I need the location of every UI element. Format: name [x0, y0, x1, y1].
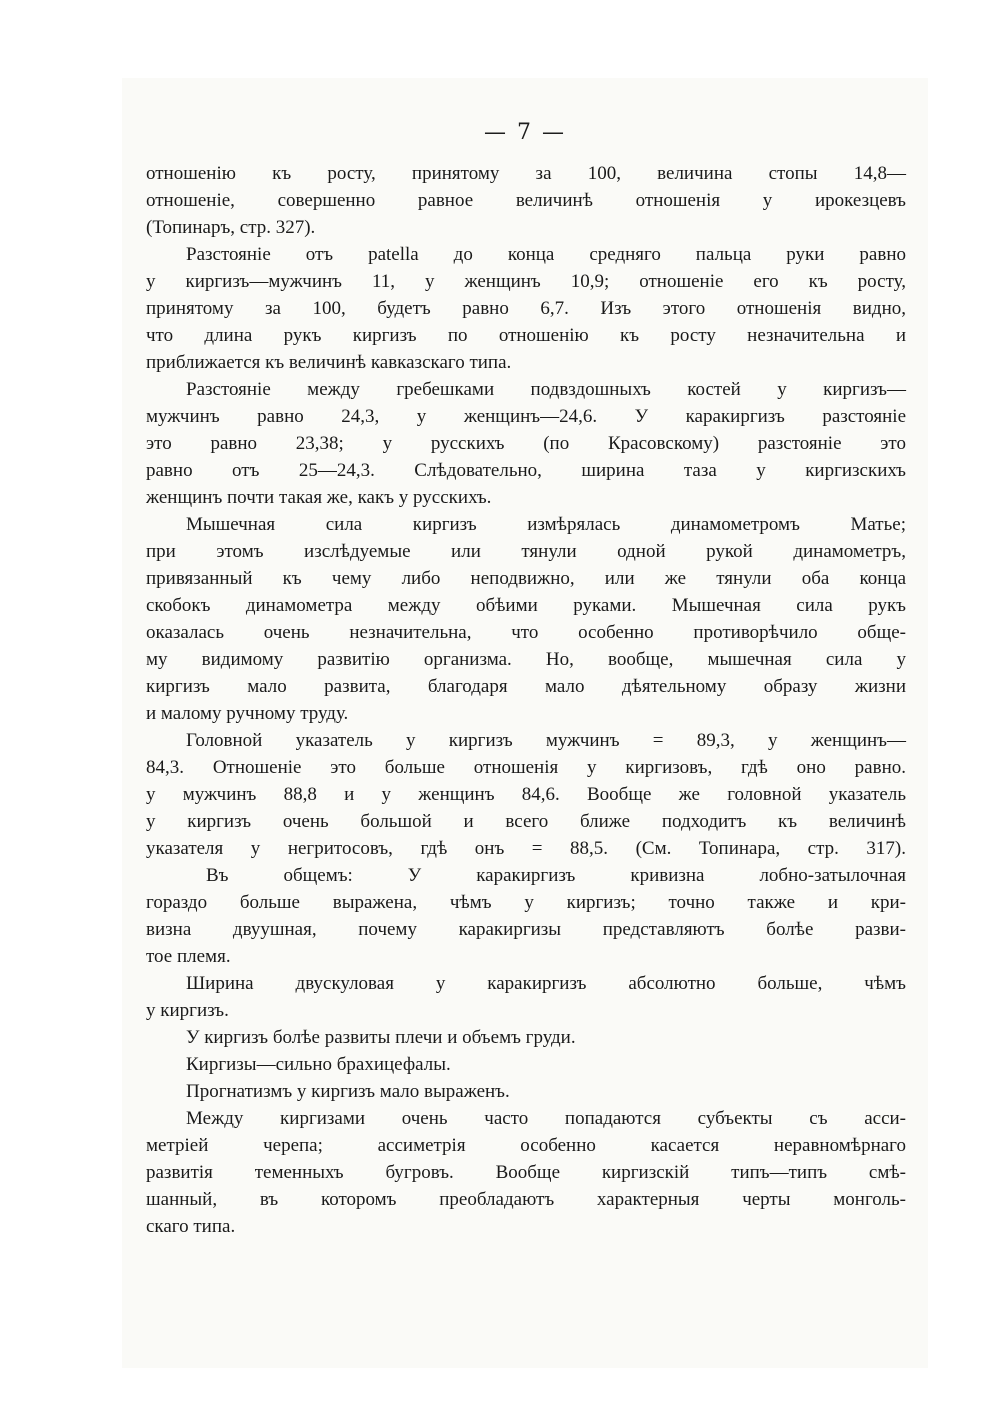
text-line: при этомъ изслѣдуемые или тянули одной рукой динамометръ, — [146, 541, 906, 562]
text-line: У киргизъ болѣе развиты плечи и объемъ груди. — [186, 1027, 576, 1048]
page-number: — 7 — — [484, 120, 566, 145]
text-line: гораздо больше выражена, чѣмъ у киргизъ; точно также и кри- — [146, 892, 906, 913]
text-line: визна двуушная, почему каракиргизы представляютъ болѣе разви- — [146, 919, 906, 940]
text-line: скаго типа. — [146, 1216, 236, 1237]
text-line: развитія теменныхъ бугровъ. Вообще киргизскій типъ—типъ смѣ- — [146, 1162, 906, 1183]
text-line: отношеніе, совершенно равное величинѣ отношенія у ирокезцевъ — [146, 190, 906, 211]
text-line: оказалась очень незначительна, что особенно противорѣчило обще- — [146, 622, 906, 643]
text-line: метріей черепа; ассиметрія особенно касается неравномѣрнаго — [146, 1135, 906, 1156]
text-line: принятому за 100, будетъ равно 6,7. Изъ этого отношенія видно, — [146, 298, 906, 319]
text-line: киргизъ мало развита, благодаря мало дѣятельному образу жизни — [146, 676, 906, 697]
text-line: Между киргизами очень часто попадаются субъекты съ асси- — [186, 1108, 906, 1129]
text-line: и малому ручному труду. — [146, 703, 349, 724]
text-line: шанный, въ которомъ преобладаютъ характерныя черты монголь- — [146, 1189, 906, 1210]
text-line: приближается къ величинѣ кавказскаго типа. — [146, 352, 512, 373]
text-line: скобокъ динамометра между обѣими руками. Мышечная сила рукъ — [146, 595, 906, 616]
text-line: это равно 23,38; у русскихъ (по Красовскому) разстояніе это — [146, 433, 906, 454]
text-line: у киргизъ. — [146, 1000, 229, 1021]
text-line: Въ общемъ: У каракиргизъ кривизна лобно-затылочная — [206, 865, 906, 886]
text-line: Головной указатель у киргизъ мужчинъ = 89,3, у женщинъ— — [186, 730, 906, 751]
text-line: (Топинаръ, стр. 327). — [146, 217, 316, 238]
text-line: женщинъ почти такая же, какъ у русскихъ. — [146, 487, 492, 508]
text-line: у мужчинъ 88,8 и у женщинъ 84,6. Вообще же головной указатель — [146, 784, 906, 805]
text-line: привязанный къ чему либо неподвижно, или же тянули оба конца — [146, 568, 906, 589]
text-line: мужчинъ равно 24,3, у женщинъ—24,6. У каракиргизъ разстояніе — [146, 406, 906, 427]
text-line: му видимому развитію организма. Но, вообще, мышечная сила у — [146, 649, 906, 670]
text-line: Мышечная сила киргизъ измѣрялась динамометромъ Матье; — [186, 514, 906, 535]
text-line: Разстояніе между гребешками подвздошныхъ костей у киргизъ— — [186, 379, 906, 400]
book-page — [122, 78, 928, 1368]
text-line: что длина рукъ киргизъ по отношенію къ росту незначительна и — [146, 325, 906, 346]
text-line: Ширина двускуловая у каракиргизъ абсолютно больше, чѣмъ — [186, 973, 906, 994]
text-line: Киргизы—сильно брахицефалы. — [186, 1054, 451, 1075]
text-line: тое племя. — [146, 946, 231, 967]
text-line: у киргизъ очень большой и всего ближе подходитъ къ величинѣ — [146, 811, 906, 832]
text-line: Прогнатизмъ у киргизъ мало выраженъ. — [186, 1081, 510, 1102]
body-text — [146, 160, 906, 1240]
text-line: отношенію къ росту, принятому за 100, величина стопы 14,8— — [146, 163, 906, 184]
text-line: указателя у негритосовъ, гдѣ онъ = 88,5. (См. Топинара, стр. 317). — [146, 838, 906, 859]
text-line: 84,3. Отношеніе это больше отношенія у киргизовъ, гдѣ оно равно. — [146, 757, 906, 778]
text-line: у киргизъ—мужчинъ 11, у женщинъ 10,9; отношеніе его къ росту, — [146, 271, 906, 292]
text-line: Разстояніе отъ patella до конца средняго пальца руки равно — [186, 244, 906, 265]
text-line: равно отъ 25—24,3. Слѣдовательно, ширина таза у киргизскихъ — [146, 460, 906, 481]
